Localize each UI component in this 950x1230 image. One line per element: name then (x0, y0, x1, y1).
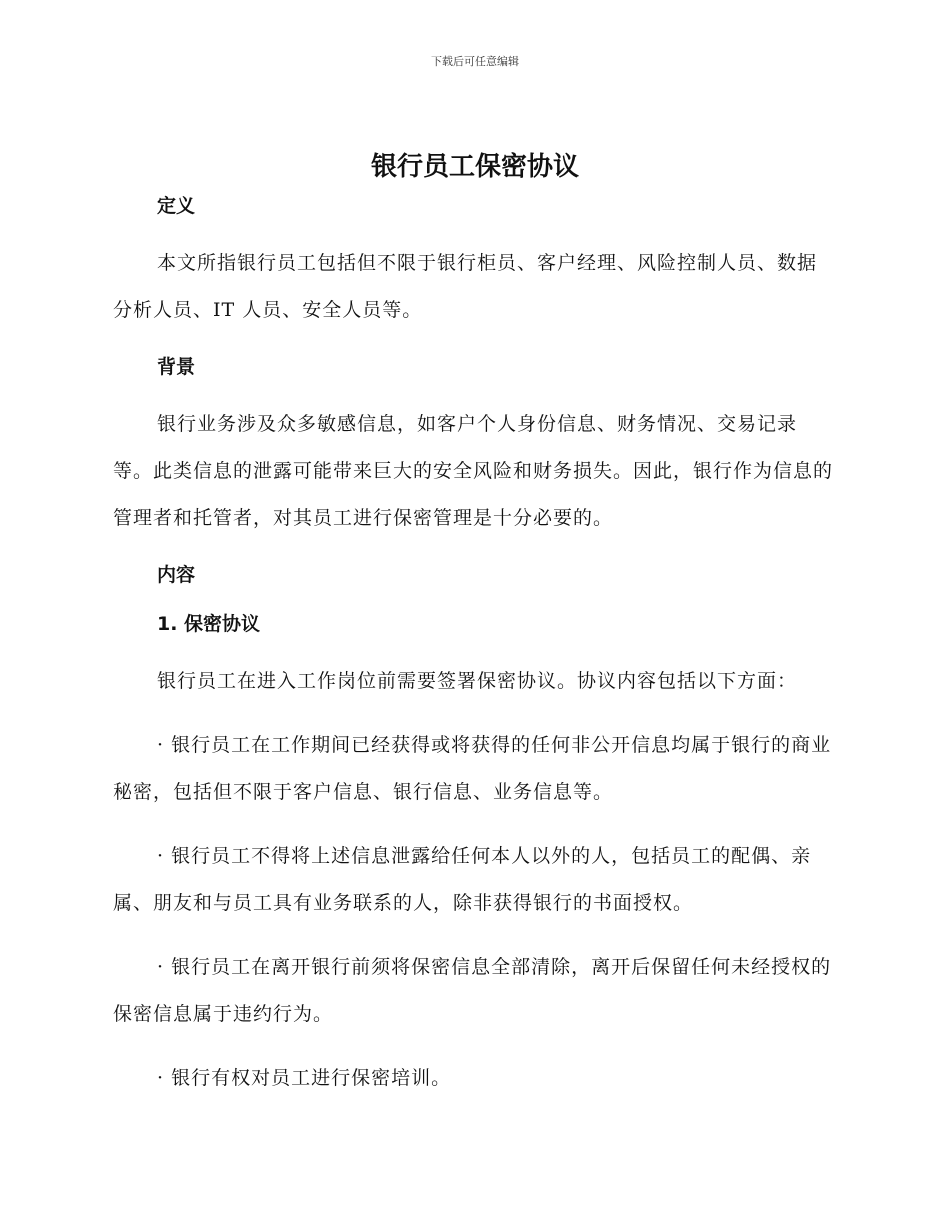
subheading-confidentiality-agreement: 1. 保密协议 (157, 613, 261, 635)
section-heading-background: 背景 (157, 356, 196, 378)
bullet-item-trade-secrets: · 银行员工在工作期间已经获得或将获得的任何非公开信息均属于银行的商业秘密，包括但不限于客户信息、银行信息、业务信息等。 (113, 734, 832, 803)
document-body (113, 190, 833, 1102)
background-paragraph: 银行业务涉及众多敏感信息，如客户个人身份信息、财务情况、交易记录等。此类信息的泄露可能带来巨大的安全风险和财务损失。因此，银行作为信息的管理者和托管者，对其员工进行保密管理是十分必要的。 (113, 413, 834, 529)
bullet-item-no-disclosure: · 银行员工不得将上述信息泄露给任何本人以外的人，包括员工的配偶、亲属、朋友和与员工具有业务联系的人，除非获得银行的书面授权。 (113, 845, 812, 914)
agreement-intro-paragraph: 银行员工在进入工作岗位前需要签署保密协议。协议内容包括以下方面： (157, 670, 798, 692)
bullet-item-clear-info: · 银行员工在离开银行前须将保密信息全部清除，离开后保留任何未经授权的保密信息属于违约行为。 (113, 956, 832, 1025)
section-heading-definition: 定义 (157, 195, 196, 217)
header-note: 下载后可任意编辑 (431, 55, 519, 68)
bullet-item-training: · 银行有权对员工进行保密培训。 (157, 1067, 452, 1089)
section-heading-content: 内容 (157, 564, 196, 586)
document-title: 银行员工保密协议 (370, 152, 579, 182)
definition-paragraph: 本文所指银行员工包括但不限于银行柜员、客户经理、风险控制人员、数据分析人员、IT 人员、安全人员等。 (113, 252, 818, 321)
